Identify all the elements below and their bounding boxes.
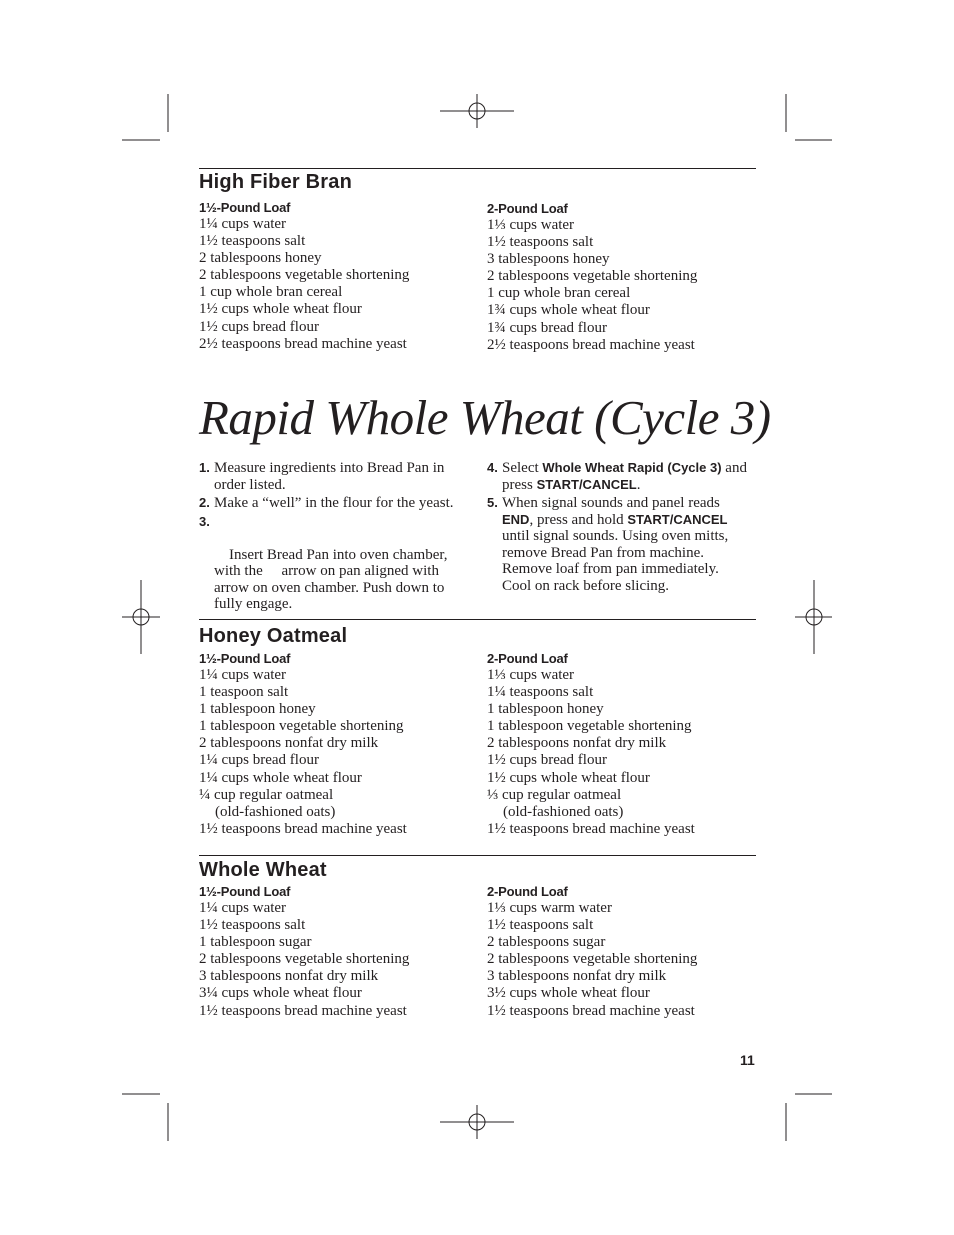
loaf-large-column bbox=[487, 201, 767, 354]
ingredient-item: 1 tablespoon honey bbox=[487, 701, 604, 718]
ingredient-item: 1 teaspoon salt bbox=[199, 684, 289, 701]
step-number: 1. bbox=[199, 460, 210, 475]
registration-mark-bottom bbox=[440, 1105, 514, 1139]
step-text-mid: , press and hold bbox=[529, 511, 628, 528]
ingredient-item: 2 tablespoons vegetable shortening bbox=[199, 267, 410, 284]
step-text: Measure ingredients into Bread Pan in order listed. bbox=[214, 460, 445, 493]
ingredient-item: 1⅓ cups warm water bbox=[487, 900, 612, 916]
ingredient-item: ⅓ cup regular oatmeal bbox=[487, 786, 622, 803]
ingredient-item: 1¼ cups water bbox=[199, 216, 287, 232]
ingredient-item: 1⅓ cups water bbox=[487, 217, 575, 233]
step-3 bbox=[199, 514, 469, 630]
ingredient-item: 1 tablespoon honey bbox=[199, 701, 316, 718]
loaf-label: 2-Pound Loaf bbox=[487, 884, 568, 899]
ingredient-item: 1¾ cups whole wheat flour bbox=[487, 302, 650, 319]
loaf-large-column bbox=[487, 884, 767, 1020]
step-text-mid: and press bbox=[502, 460, 747, 493]
ingredient-item: 3 tablespoons honey bbox=[487, 251, 610, 268]
step-number: 4. bbox=[487, 460, 498, 475]
ingredient-item: 1 tablespoon vegetable shortening bbox=[199, 718, 404, 735]
step-text-post: . bbox=[636, 476, 641, 493]
ingredient-list bbox=[487, 667, 767, 838]
loaf-small-column bbox=[199, 884, 479, 1020]
cycle-name: Whole Wheat Rapid (Cycle 3) bbox=[542, 460, 722, 475]
loaf-large-column bbox=[487, 651, 767, 838]
ingredient-item: 1½ teaspoons salt bbox=[487, 234, 594, 251]
ingredient-list bbox=[199, 667, 479, 838]
ingredient-item: 1¾ cups bread flour bbox=[487, 319, 607, 336]
page-title: Rapid Whole Wheat (Cycle 3) bbox=[199, 390, 771, 445]
ingredient-item: (old-fashioned oats) bbox=[215, 803, 336, 820]
panel-reading: END bbox=[502, 511, 530, 527]
ingredient-item: 1 cup whole bran cereal bbox=[487, 285, 631, 302]
step-text: Insert Bread Pan into oven chamber, with the arrow on pan aligned with arrow on oven chamber. Push down to fully engage. bbox=[214, 546, 452, 612]
loaf-label: 1½-Pound Loaf bbox=[199, 200, 291, 215]
high-fiber-bran-section bbox=[199, 168, 756, 359]
section-title: Whole Wheat bbox=[199, 859, 327, 881]
ingredient-item: 3¼ cups whole wheat flour bbox=[199, 985, 362, 1002]
ingredient-item: 3½ cups whole wheat flour bbox=[487, 985, 650, 1002]
ingredient-item: 2½ teaspoons bread machine yeast bbox=[487, 336, 695, 353]
ingredient-list bbox=[487, 900, 767, 1020]
step-4 bbox=[487, 460, 749, 493]
step-number: 2. bbox=[199, 495, 210, 510]
ingredient-list bbox=[199, 900, 479, 1020]
section-title: Honey Oatmeal bbox=[199, 625, 348, 647]
ingredient-item: 1¼ cups bread flour bbox=[199, 752, 319, 769]
ingredient-item: 2 tablespoons sugar bbox=[487, 934, 606, 951]
registration-mark-right bbox=[795, 580, 832, 654]
ingredient-item: 3 tablespoons nonfat dry milk bbox=[199, 968, 379, 985]
page-number: 11 bbox=[740, 1052, 755, 1068]
ingredient-list bbox=[199, 216, 479, 353]
ingredient-item: 1¼ cups whole wheat flour bbox=[199, 769, 362, 786]
honey-oatmeal-section bbox=[199, 619, 756, 845]
ingredient-item: 2 tablespoons nonfat dry milk bbox=[487, 735, 667, 752]
ingredient-item: 1½ teaspoons salt bbox=[199, 917, 306, 934]
loaf-small-column bbox=[199, 651, 479, 838]
ingredient-item: ¼ cup regular oatmeal bbox=[199, 786, 334, 803]
ingredient-item: 1⅓ cups water bbox=[487, 667, 575, 683]
step-number: 3. bbox=[199, 513, 210, 529]
steps-right bbox=[487, 460, 749, 596]
ingredient-item: 1½ teaspoons bread machine yeast bbox=[487, 1002, 695, 1019]
ingredient-item: 1½ teaspoons salt bbox=[199, 233, 306, 250]
loaf-small-column bbox=[199, 200, 479, 353]
loaf-label: 2-Pound Loaf bbox=[487, 651, 568, 666]
step-number: 5. bbox=[487, 495, 498, 510]
ingredient-item: 1½ teaspoons bread machine yeast bbox=[199, 820, 407, 837]
ingredient-item: 1 tablespoon sugar bbox=[199, 934, 312, 951]
ingredient-item: 1 tablespoon vegetable shortening bbox=[487, 718, 692, 735]
ingredient-item: 1½ cups bread flour bbox=[199, 318, 319, 335]
steps-left bbox=[199, 460, 469, 631]
section-title: High Fiber Bran bbox=[199, 171, 353, 193]
ingredient-item: 1½ cups whole wheat flour bbox=[487, 769, 650, 786]
loaf-label: 1½-Pound Loaf bbox=[199, 884, 291, 899]
step-1 bbox=[199, 460, 469, 493]
step-text: Make a “well” in the flour for the yeast. bbox=[214, 495, 454, 511]
ingredient-item: 1¼ teaspoons salt bbox=[487, 684, 594, 701]
ingredient-list bbox=[487, 217, 767, 354]
ingredient-item: 1½ cups bread flour bbox=[487, 752, 607, 769]
registration-mark-left bbox=[122, 580, 160, 654]
step-text-post: until signal sounds. Using oven mitts, remove Bread Pan from machine. Remove loaf from pan immediately. Cool on rack before slicing. bbox=[502, 528, 729, 594]
button-name: START/CANCEL bbox=[536, 476, 637, 492]
loaf-label: 2-Pound Loaf bbox=[487, 201, 568, 216]
ingredient-item: 1½ cups whole wheat flour bbox=[199, 301, 362, 318]
ingredient-item: 1½ teaspoons bread machine yeast bbox=[487, 820, 695, 837]
ingredient-item: 2½ teaspoons bread machine yeast bbox=[199, 335, 407, 352]
ingredient-item: (old-fashioned oats) bbox=[503, 803, 624, 820]
step-text-pre: Select bbox=[502, 460, 543, 476]
ingredient-item: 3 tablespoons nonfat dry milk bbox=[487, 968, 667, 985]
ingredient-item: 1 cup whole bran cereal bbox=[199, 284, 343, 301]
step-5 bbox=[487, 495, 749, 594]
ingredient-item: 1½ teaspoons bread machine yeast bbox=[199, 1002, 407, 1019]
ingredient-item: 2 tablespoons honey bbox=[199, 250, 322, 267]
button-name: START/CANCEL bbox=[627, 511, 728, 527]
ingredient-item: 1¼ cups water bbox=[199, 667, 287, 683]
step-text-pre: When signal sounds and panel reads bbox=[502, 495, 720, 511]
ingredient-item: 2 tablespoons nonfat dry milk bbox=[199, 735, 379, 752]
whole-wheat-section bbox=[199, 855, 756, 1031]
ingredient-item: 2 tablespoons vegetable shortening bbox=[487, 951, 698, 968]
ingredient-item: 2 tablespoons vegetable shortening bbox=[487, 268, 698, 285]
ingredient-item: 1½ teaspoons salt bbox=[487, 917, 594, 934]
ingredient-item: 1¼ cups water bbox=[199, 900, 287, 916]
ingredient-item: 2 tablespoons vegetable shortening bbox=[199, 951, 410, 968]
registration-mark-top bbox=[440, 94, 514, 128]
step-2 bbox=[199, 495, 469, 512]
loaf-label: 1½-Pound Loaf bbox=[199, 651, 291, 666]
